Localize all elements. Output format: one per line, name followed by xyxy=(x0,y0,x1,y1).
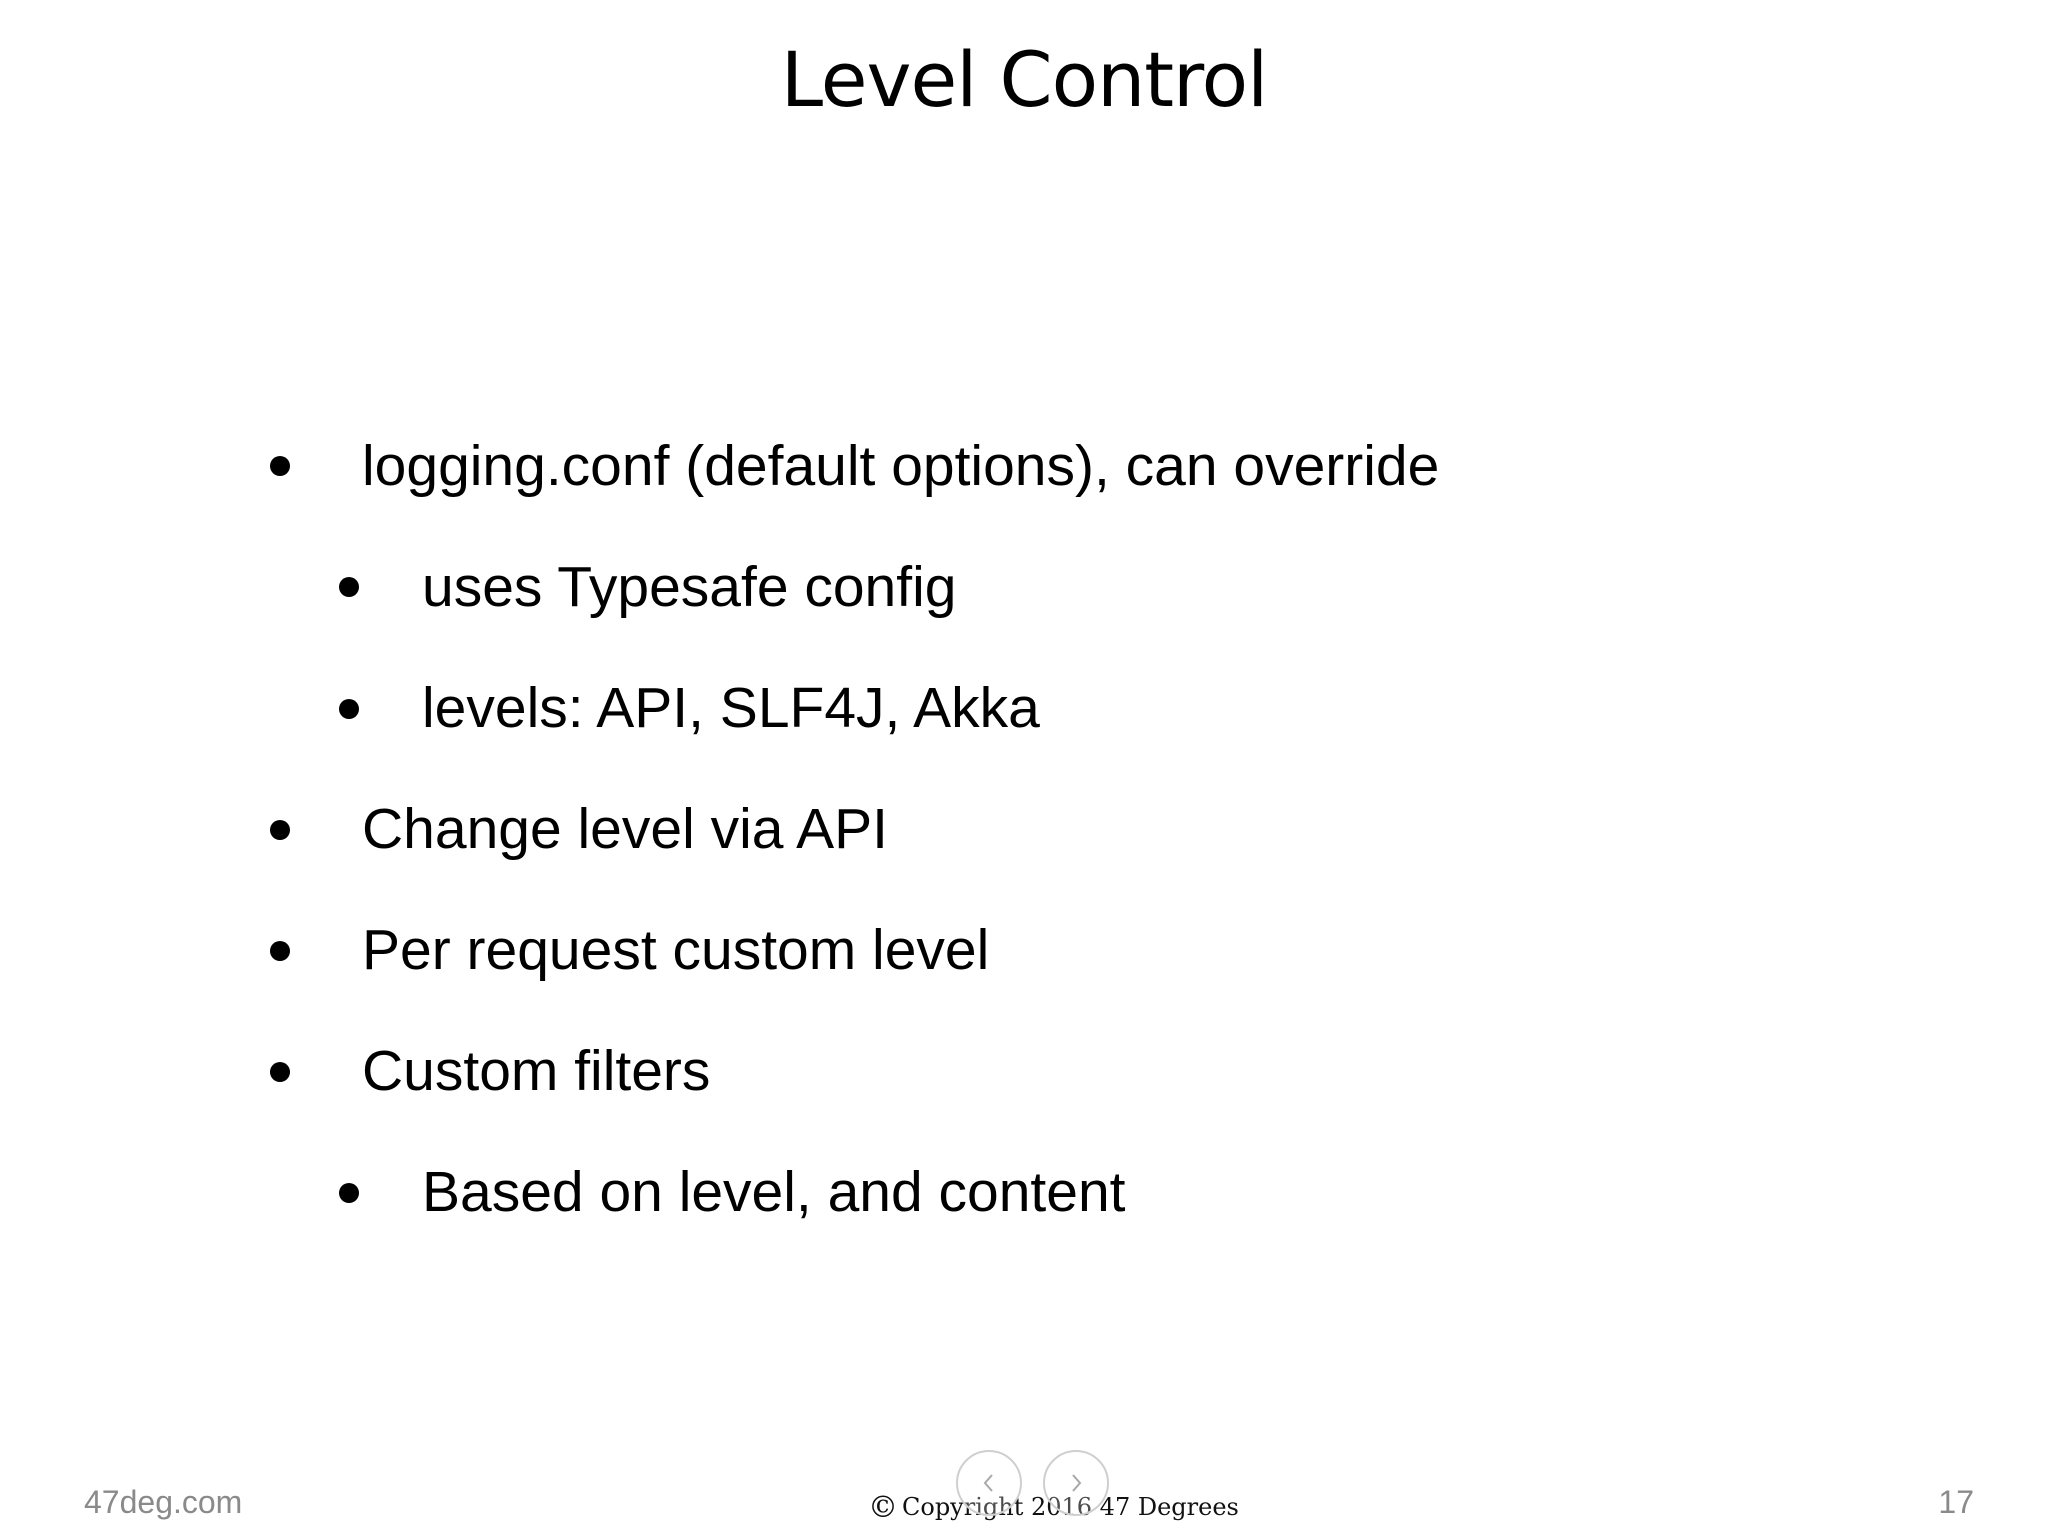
bullet-item: uses Typesafe config xyxy=(422,555,957,619)
bullet-dot xyxy=(339,1183,359,1203)
bullet-item: Based on level, and content xyxy=(422,1160,1126,1224)
bullet-dot xyxy=(339,577,359,597)
next-slide-button[interactable] xyxy=(1043,1450,1109,1516)
bullet-dot xyxy=(270,1062,290,1082)
chevron-right-icon xyxy=(1067,1472,1085,1494)
slide-title: Level Control xyxy=(780,35,1268,124)
bullet-dot xyxy=(270,820,290,840)
copyright-text: Copyright 2016 47 Degrees xyxy=(902,1493,1239,1521)
bullet-dot xyxy=(270,941,290,961)
copyright-symbol: © xyxy=(868,1490,898,1525)
footer-site: 47deg.com xyxy=(84,1484,243,1520)
bullet-item: Change level via API xyxy=(362,797,888,861)
bullet-item: Per request custom level xyxy=(362,918,990,982)
bullet-dot xyxy=(270,456,290,476)
page-number: 17 xyxy=(1938,1484,1974,1520)
bullet-dot xyxy=(339,699,359,719)
bullet-item: Custom filters xyxy=(362,1039,711,1103)
bullet-item: levels: API, SLF4J, Akka xyxy=(422,676,1040,740)
chevron-left-icon xyxy=(980,1472,998,1494)
bullet-item: logging.conf (default options), can override xyxy=(362,434,1440,498)
previous-slide-button[interactable] xyxy=(956,1450,1022,1516)
